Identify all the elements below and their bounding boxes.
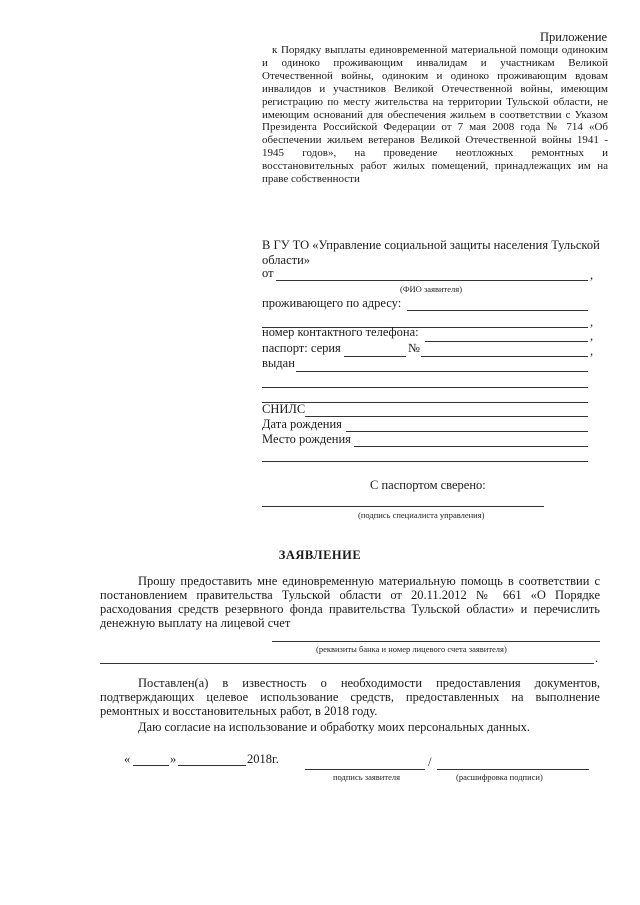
decryption-note: (расшифровка подписи) — [456, 772, 543, 782]
addressee-to: В ГУ ТО «Управление социальной защиты населения Тульской области» — [262, 238, 600, 267]
signature-note: подпись заявителя — [333, 772, 400, 782]
birth-place-field-2[interactable] — [262, 460, 588, 462]
birth-date-label: Дата рождения — [262, 417, 342, 431]
signature-slash: / — [428, 755, 432, 769]
phone-row — [262, 325, 594, 341]
phone-label: номер контактного телефона: — [262, 325, 419, 339]
fio-field[interactable] — [276, 279, 588, 281]
date-open-quote: « — [124, 752, 131, 766]
issued-field-1[interactable] — [296, 370, 588, 372]
applicant-signature-field[interactable] — [305, 768, 425, 770]
address-label: проживающего по адресу: — [262, 296, 402, 310]
date-month-field[interactable] — [178, 764, 246, 766]
specialist-signature-field[interactable] — [262, 505, 544, 507]
statement-title: ЗАЯВЛЕНИЕ — [278, 548, 362, 562]
issued-field-2[interactable] — [262, 386, 588, 388]
address-field-1[interactable] — [407, 309, 588, 311]
from-label: от — [262, 266, 274, 280]
request-paragraph: Прошу предоставить мне единовременную материальную помощь в соответствии с постановлением правительства Тульской области от 20.11.2012 № 661 «О Порядке расходования средств резервного фонда правительства Тульской области» и перечислить денежную выплату на лицевой счет — [100, 574, 600, 630]
snils-label: СНИЛС — [262, 402, 306, 416]
year-suffix: 2018г. — [247, 752, 279, 766]
passport-label: паспорт: серия — [262, 341, 341, 355]
birth-place-label: Место рождения — [262, 432, 351, 446]
specialist-note: (подпись специалиста управления) — [358, 510, 485, 520]
informed-paragraph: Поставлен(а) в известность о необходимости предоставления документов, подтверждающих целевое использование средств, предоставленных на выполнение ремонтных и восстановительных работ, в 2018 году. — [100, 676, 600, 718]
appendix-title: Приложение — [540, 30, 608, 44]
checked-label: С паспортом сверено: — [370, 478, 486, 492]
fio-note: (ФИО заявителя) — [400, 284, 463, 294]
signature-decryption-field[interactable] — [437, 768, 589, 770]
account-field-1[interactable] — [272, 640, 600, 642]
birth-place-field-1[interactable] — [354, 445, 588, 447]
date-close-quote: » — [170, 752, 177, 766]
issued-label: выдан — [262, 356, 295, 370]
number-label: № — [408, 341, 420, 355]
consent-paragraph: Даю согласие на использование и обработку моих персональных данных. — [138, 720, 531, 734]
date-day-field[interactable] — [133, 764, 169, 766]
appendix-body: к Порядку выплаты единовременной материальной помощи одиноким и одиноко проживающим инвалидам и участникам Великой Отечественной войны, одиноким и одиноко проживающим вдовам инвалидов и участников Великой Отечественной войны, имеющим регистрацию по месту жительства на территории Тульской области, не имеющим оснований для обеспечения жильем в соответствии с Указом Президента Российской Федерации от 7 мая 2008 года № 714 «Об обеспечении жильем ветеранов Великой Отечественной войны 1941 - 1945 годов», на проведение неотложных ремонтных и восстановительных работ жилых помещений, принадлежащих им на праве собственности — [262, 44, 608, 186]
bank-note: (реквизиты банка и номер лицевого счета заявителя) — [316, 644, 507, 654]
account-field-2[interactable] — [100, 662, 594, 664]
